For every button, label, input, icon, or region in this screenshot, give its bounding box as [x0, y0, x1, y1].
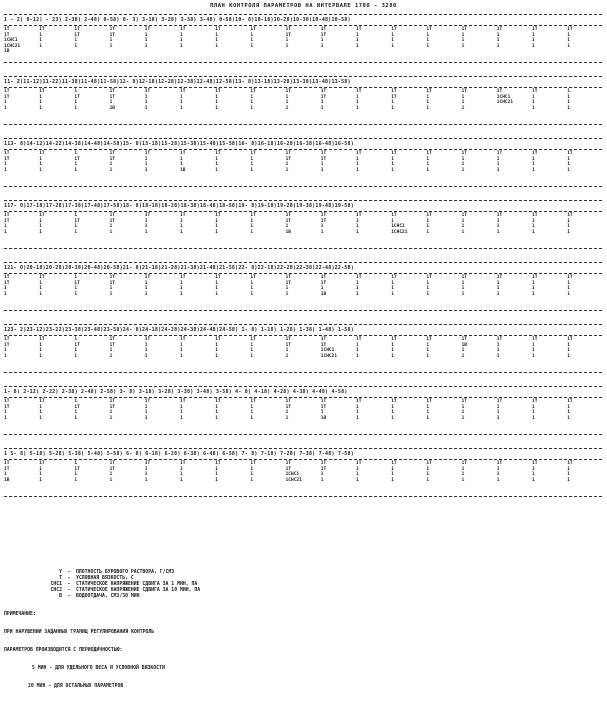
parameter-grid: [4, 337, 602, 369]
row-separator: [4, 186, 602, 187]
parameter-cell: 1T 1 1 1: [356, 89, 362, 111]
parameter-cell: 1T 1T 1 1В: [285, 213, 292, 235]
parameter-cell: 1T 1T 1 1: [4, 89, 10, 111]
parameter-cell: 1T 1 1 1: [39, 213, 45, 235]
parameter-cell: 1T 1T 1СНС1 1СНС21 1В: [4, 27, 21, 54]
parameter-cell: 1T 1 1 1: [180, 213, 186, 235]
legend-text: СТАТИЧЕСКОЕ НАПРЯЖЕНИЕ СДВИГА ЗА 1 МИН, ПА: [76, 582, 198, 587]
parameter-grid: [4, 461, 602, 493]
parameter-cell: 1T 1 1 1: [461, 461, 468, 483]
time-block-header: 11- 2)11-12)11-22)11-38)11-48)11-58)12- 8)12-18)12-28)12-38)12-48)12-58)13- 8)13-18)13-28)13-38)13-48)13-58): [4, 79, 351, 85]
parameter-cell: 1T 1 1 1: [426, 461, 432, 483]
parameter-cell: 1T 1 1 1: [215, 213, 221, 235]
parameter-cell: 1 1T 1 1: [74, 151, 80, 173]
row-separator: [4, 138, 602, 139]
parameter-cell: 1T 1T 1 1: [109, 151, 116, 173]
parameter-cell: 1T 1 1 1: [144, 151, 151, 173]
parameter-cell: 1T 1 1 1: [532, 151, 538, 173]
parameter-grid: [4, 89, 602, 121]
parameter-cell: 1T 1 1 1: [180, 89, 186, 111]
time-block: [4, 264, 602, 322]
parameter-cell: 1T 1 1 1: [461, 275, 468, 297]
time-block-header: 123- 2)23-12)23-22)23-38)23-48)23-58)24- 8)24-18)24-28)24-38)24-48)24-58) 1- 8) 1-18) 1-28) 1-38) 1-48) 1-58): [4, 327, 354, 333]
parameter-cell: 1T 1T 1 1: [4, 399, 10, 421]
parameter-cell: 1T 1 1 1: [461, 213, 468, 235]
parameter-cell: 1T 1 1 1: [496, 151, 503, 173]
parameter-cell: 1T 1 1 1: [461, 89, 468, 111]
parameter-cell: 1T 1 1 1: [426, 337, 432, 359]
row-separator: [4, 248, 602, 249]
header-separator: [4, 87, 602, 88]
row-separator: [4, 448, 602, 449]
header-separator: [4, 149, 602, 150]
legend-symbol: T: [59, 576, 62, 581]
parameter-cell: 1 1T 1 1: [74, 337, 80, 359]
parameter-cell: 1T 1 1 1: [356, 27, 362, 49]
parameter-cell: 1T 1T 1 1: [285, 27, 292, 49]
legend-row: [4, 594, 602, 600]
row-separator: [4, 434, 602, 435]
parameter-cell: 1T 1 1 1: [496, 27, 503, 49]
parameter-cell: 1T 1T 1 1: [320, 89, 327, 111]
parameter-cell: 1T 1 1 1: [180, 337, 186, 359]
parameter-cell: 1T 1 1 1: [496, 275, 503, 297]
parameter-cell: 1T 1 1 1: [39, 151, 45, 173]
parameter-cell: 1 1T 1 1: [74, 89, 80, 111]
notes-line-2: ПАРАМЕТРОВ ПРОИЗВОДИТСЯ С ПЕРИОДИЧНОСТЬЮ:: [4, 648, 123, 653]
parameter-cell: 1T 1В 1 1: [461, 337, 468, 359]
parameter-cell: 1T 1T 1 1: [109, 275, 116, 297]
parameter-cell: 1T 1 1 1: [215, 275, 221, 297]
parameter-cell: 1T 1 1 1: [356, 275, 362, 297]
parameter-cell: 1T 1 1 1: [426, 151, 432, 173]
parameter-cell: 1T 1 1 1: [39, 27, 45, 49]
row-separator: [4, 200, 602, 201]
parameter-cell: 1T 1 1 1: [532, 213, 538, 235]
legend-symbol: СНС1: [50, 582, 62, 587]
row-separator: [4, 310, 602, 311]
parameter-cell: 1T 1 1СНС1 1СНС21: [391, 213, 408, 235]
parameter-cell: 1T 1T 1 1: [320, 461, 327, 483]
parameter-cell: 1T 1 1 1: [391, 337, 397, 359]
parameter-cell: 1T 1 1 1: [496, 399, 503, 421]
parameter-cell: 1T 1 1 1: [250, 213, 256, 235]
parameter-cell: 1T 1 1 1: [391, 399, 397, 421]
parameter-cell: 1T 1T 1 1В: [320, 275, 327, 297]
parameter-cell: 1T 1T 1 1: [109, 213, 116, 235]
parameter-cell: 1T 1T 1 1: [4, 337, 10, 359]
parameter-cell: 1T 1 1 1: [391, 275, 397, 297]
time-block: [4, 326, 602, 384]
parameter-cell: 1T 1T 1 1: [320, 151, 327, 173]
legend-dash: -: [67, 570, 71, 575]
parameter-grid: [4, 27, 602, 59]
parameter-cell: 1T 1 1 1: [567, 275, 573, 297]
parameter-cell: 1T 1 1 1: [39, 461, 45, 483]
row-separator: [4, 62, 602, 63]
parameter-cell: 1T 1 1 1: [426, 213, 432, 235]
parameter-cell: 1T 1 1 1: [285, 89, 292, 111]
header-separator: [4, 273, 602, 274]
parameter-cell: 1T 1 1 1: [215, 337, 221, 359]
legend-text: УСЛОВНАЯ ВЯЗКОСТЬ, С: [76, 576, 134, 581]
parameter-cell: 1T 1 1 1: [356, 337, 362, 359]
parameter-cell: 1T 1 1 1: [39, 89, 45, 111]
parameter-cell: 1T 1 1 1В: [180, 151, 186, 173]
parameter-cell: 1T 1 1 1: [567, 27, 573, 49]
parameter-cell: 1T 1T 1 1: [285, 399, 292, 421]
parameter-cell: 1T 1 1 1: [39, 275, 45, 297]
parameter-cell: 1T 1T 1 1: [4, 275, 10, 297]
parameter-cell: 1T 1 1 1: [496, 213, 503, 235]
time-block: [4, 450, 602, 508]
parameter-cell: 1T 1T 1 1В: [320, 399, 327, 421]
parameter-cell: 1T 1 1 1: [180, 27, 186, 49]
parameter-cell: 1T 1 1 1: [144, 27, 151, 49]
time-block: [4, 78, 602, 136]
parameter-cell: 1T 1 1 1: [567, 399, 573, 421]
legend-symbol: Y: [59, 570, 62, 575]
parameter-grid: [4, 275, 602, 307]
parameter-cell: 1 1T 1 1: [74, 461, 80, 483]
parameter-cell: 1T 1T 1СНС1 1СНС21: [285, 461, 302, 483]
parameter-cell: 1T 1 1 1: [39, 337, 45, 359]
row-separator: [4, 14, 602, 15]
time-block: [4, 388, 602, 446]
row-separator: [4, 386, 602, 387]
parameter-cell: 1T 1T 1 1: [285, 337, 292, 359]
parameter-cell: 1 1T 1 1: [74, 213, 80, 235]
parameter-cell: 1T 1T 1 1: [320, 27, 327, 49]
parameter-cell: 1T 1 1 1: [250, 151, 256, 173]
legend-text: ПЛОТНОСТЬ БУРОВОГО РАСТВОРА, Г/СМ3: [76, 570, 175, 575]
time-block: [4, 202, 602, 260]
parameter-cell: 1T 1 1 1: [426, 89, 432, 111]
parameter-grid: [4, 151, 602, 183]
parameter-cell: 1T 1 1 1: [532, 337, 538, 359]
parameter-grid: [4, 213, 602, 245]
parameter-cell: 1T 1 1 1: [180, 399, 186, 421]
parameter-cell: 1T 1 1 1: [426, 399, 432, 421]
parameter-cell: 1T 1T 1 1В: [109, 89, 116, 111]
parameter-cell: 1T 1 1 1: [356, 213, 362, 235]
parameter-cell: 1T 1 1 1: [532, 275, 538, 297]
time-block-header: 117- 0)17-18)17-28)17-38)17-48)17-58)18- 8)18-18)18-28)18-38)18-48)18-58)19- 8)19-18)19-28)19-38)19-48)19-58): [4, 203, 354, 209]
parameter-cell: 1T 1T 1 1В: [4, 461, 10, 483]
time-block-header: 113- 8)14-12)14-22)14-38)14-48)14-58)15- 8)15-18)15-28)15-38)15-48)15-58)16- 8)16-18)16-28)16-38)16-48)16-58): [4, 141, 354, 147]
parameter-cell: 1T 1 1 1: [144, 89, 151, 111]
header-separator: [4, 211, 602, 212]
parameter-cell: 1T 1T 1 1: [4, 151, 10, 173]
legend-text: ВОДООТДАЧА, СМ3/30 МИН: [76, 594, 140, 599]
legend-dash: -: [67, 594, 71, 599]
parameter-cell: 1T 1 1 1: [39, 399, 45, 421]
document-title: ПЛАН КОНТРОЛЯ ПАРАМЕТРОВ НА ИНТЕРВАЛЕ 1700 - 3280: [210, 3, 397, 9]
parameter-cell: 1T 1 1 1: [144, 461, 151, 483]
parameter-cell: 1T 1 1 1: [567, 151, 573, 173]
row-separator: [4, 262, 602, 263]
parameter-cell: 1T 1 1 1: [144, 399, 151, 421]
parameter-cell: 1T 1 1 1: [144, 213, 151, 235]
parameter-cell: 1T 1 1 1: [250, 275, 256, 297]
parameter-cell: 1T 1T 1 1: [391, 89, 397, 111]
parameter-grid: [4, 399, 602, 431]
parameter-cell: 1T 1 1 1: [215, 27, 221, 49]
parameter-cell: 1T 1 1 1: [461, 151, 468, 173]
row-separator: [4, 76, 602, 77]
parameter-cell: 1T 1T 1 1: [4, 213, 10, 235]
time-block-header: 1 - 2) 0-12) - 23) 2-38) 2-48) 0-58) 0- 3) 3-18) 3-28) 3-38) 3-48) 0-58)10- 8)10-18)10-28)10-38)10-48)10-58): [4, 17, 351, 23]
row-separator: [4, 324, 602, 325]
parameter-cell: 1T 1 1 1: [567, 461, 573, 483]
legend-dash: -: [67, 588, 71, 593]
time-block-header: 1- 8) 2-12) 2-22) 2-38) 2-48) 2-58) 3- 8) 3-18) 3-28) 3-38) 3-48) 3-58) 4- 8) 4-18) 4-28) 4-38) 4-48) 4-58): [4, 389, 348, 395]
header-separator: [4, 459, 602, 460]
notes-line-3: 5 МИН - ДЛЯ УДЕЛЬНОГО ВЕСА И УСЛОВНОЙ ВЯЗКОСТИ: [32, 666, 165, 671]
row-separator: [4, 124, 602, 125]
parameter-cell: 1 1 1 1: [567, 89, 570, 111]
header-separator: [4, 25, 602, 26]
parameter-cell: 1T 1 1 1: [250, 89, 256, 111]
legend-symbol: СНС2: [50, 588, 62, 593]
parameter-cell: 1T 1 1 1: [426, 27, 432, 49]
parameter-cell: 1T 1 1 1: [215, 399, 221, 421]
parameter-cell: 1T 1 1 1: [215, 461, 221, 483]
legend-dash: -: [67, 582, 71, 587]
parameter-cell: 1T 1 1 1: [532, 89, 538, 111]
row-separator: [4, 496, 602, 497]
parameter-cell: 1T 1T 1СНС1 1СНС21: [320, 337, 338, 359]
legend-symbol: В: [59, 594, 62, 599]
parameter-cell: 1T 1 1 1: [426, 275, 432, 297]
parameter-cell: 1T 1 1 1: [356, 399, 362, 421]
legend: [4, 558, 602, 702]
parameter-cell: 1T 1 1 1: [215, 89, 221, 111]
notes-heading: ПРИМЕЧАНИЕ:: [4, 612, 36, 617]
parameter-cell: 1T 1T 1 1: [109, 27, 116, 49]
parameter-cell: 1T 1 1 1: [496, 337, 503, 359]
parameter-cell: 1T 1 1 1: [461, 399, 468, 421]
parameter-cell: 1T 1 1 1: [532, 399, 538, 421]
parameter-cell: 1T 1 1 1: [250, 399, 256, 421]
parameter-cell: 1T 1 1 1: [250, 337, 256, 359]
parameter-cell: 1T 1 1 1: [144, 275, 151, 297]
parameter-cell: 1T 1СНС1 1СНС21: [496, 89, 514, 105]
time-block-header: 1 5- 8) 5-18) 5-28) 5-38) 5-48) 5-58) 6- 8) 6-18) 6-28) 6-38) 6-48) 6-58) 7- 8) 7-18) 7-28) 7-38) 7-48) 7-58): [4, 451, 354, 457]
parameter-cell: 1T 1T 1 1: [285, 275, 292, 297]
parameter-cell: 1T 1T 1 1: [109, 461, 116, 483]
header-separator: [4, 335, 602, 336]
parameter-cell: 1T 1 1 1: [567, 213, 573, 235]
parameter-cell: 1T 1 1 1: [356, 151, 362, 173]
parameter-cell: 1T 1 1 1: [391, 151, 397, 173]
time-block: [4, 16, 602, 74]
parameter-cell: 1T 1 1 1: [461, 27, 468, 49]
parameter-cell: 1T 1 1 1: [250, 27, 256, 49]
parameter-cell: 1T 1 1 1: [180, 461, 186, 483]
parameter-cell: 1T 1 1 1: [356, 461, 362, 483]
notes-line-4: 20 МИН - ДЛЯ ОСТАЛЬНЫХ ПАРАМЕТРОВ: [28, 684, 124, 689]
parameter-cell: 1 1T 1 1: [74, 275, 80, 297]
parameter-cell: 1T 1 1 1: [496, 461, 503, 483]
parameter-cell: 1T 1 1 1: [215, 151, 221, 173]
parameter-cell: 1T 1 1 1: [391, 27, 397, 49]
parameter-cell: 1T 1T 1 1: [74, 27, 80, 49]
parameter-cell: 1 1T 1 1: [74, 399, 80, 421]
time-block: [4, 140, 602, 198]
parameter-cell: 1T 1 1 1: [532, 27, 538, 49]
parameter-cell: 1T 1 1 1: [250, 461, 256, 483]
parameter-cell: 1T 1 1 1: [532, 461, 538, 483]
parameter-cell: 1T 1T 1 1: [285, 151, 292, 173]
time-block-header: 121- 0)20-18)20-28)20-38)20-48)20-58)21- 8)21-18)21-28)21-38)21-48)21-58)22- 8)22-18)22-28)22-38)22-48)22-58): [4, 265, 354, 271]
parameter-cell: 1T 1 1 1: [180, 275, 186, 297]
parameter-cell: 1T 1 1 1: [567, 337, 573, 359]
parameter-cell: 1T 1T 1 1: [320, 213, 327, 235]
parameter-cell: 1T 1 1 1: [144, 337, 151, 359]
parameter-cell: 1T 1T 1 1: [109, 337, 116, 359]
row-separator: [4, 372, 602, 373]
legend-text: СТАТИЧЕСКОЕ НАПРЯЖЕНИЕ СДВИГА ЗА 10 МИН, ПА: [76, 588, 201, 593]
parameter-cell: 1T 1 1 1: [391, 461, 397, 483]
notes-line-1: ПРИ НАРУШЕНИИ ЗАДАННЫХ ГРАНИЦ РЕГУЛИРОВАНИЯ КОНТРОЛЬ: [4, 630, 155, 635]
parameter-cell: 1T 1T 1 1: [109, 399, 116, 421]
header-separator: [4, 397, 602, 398]
legend-dash: -: [67, 576, 71, 581]
